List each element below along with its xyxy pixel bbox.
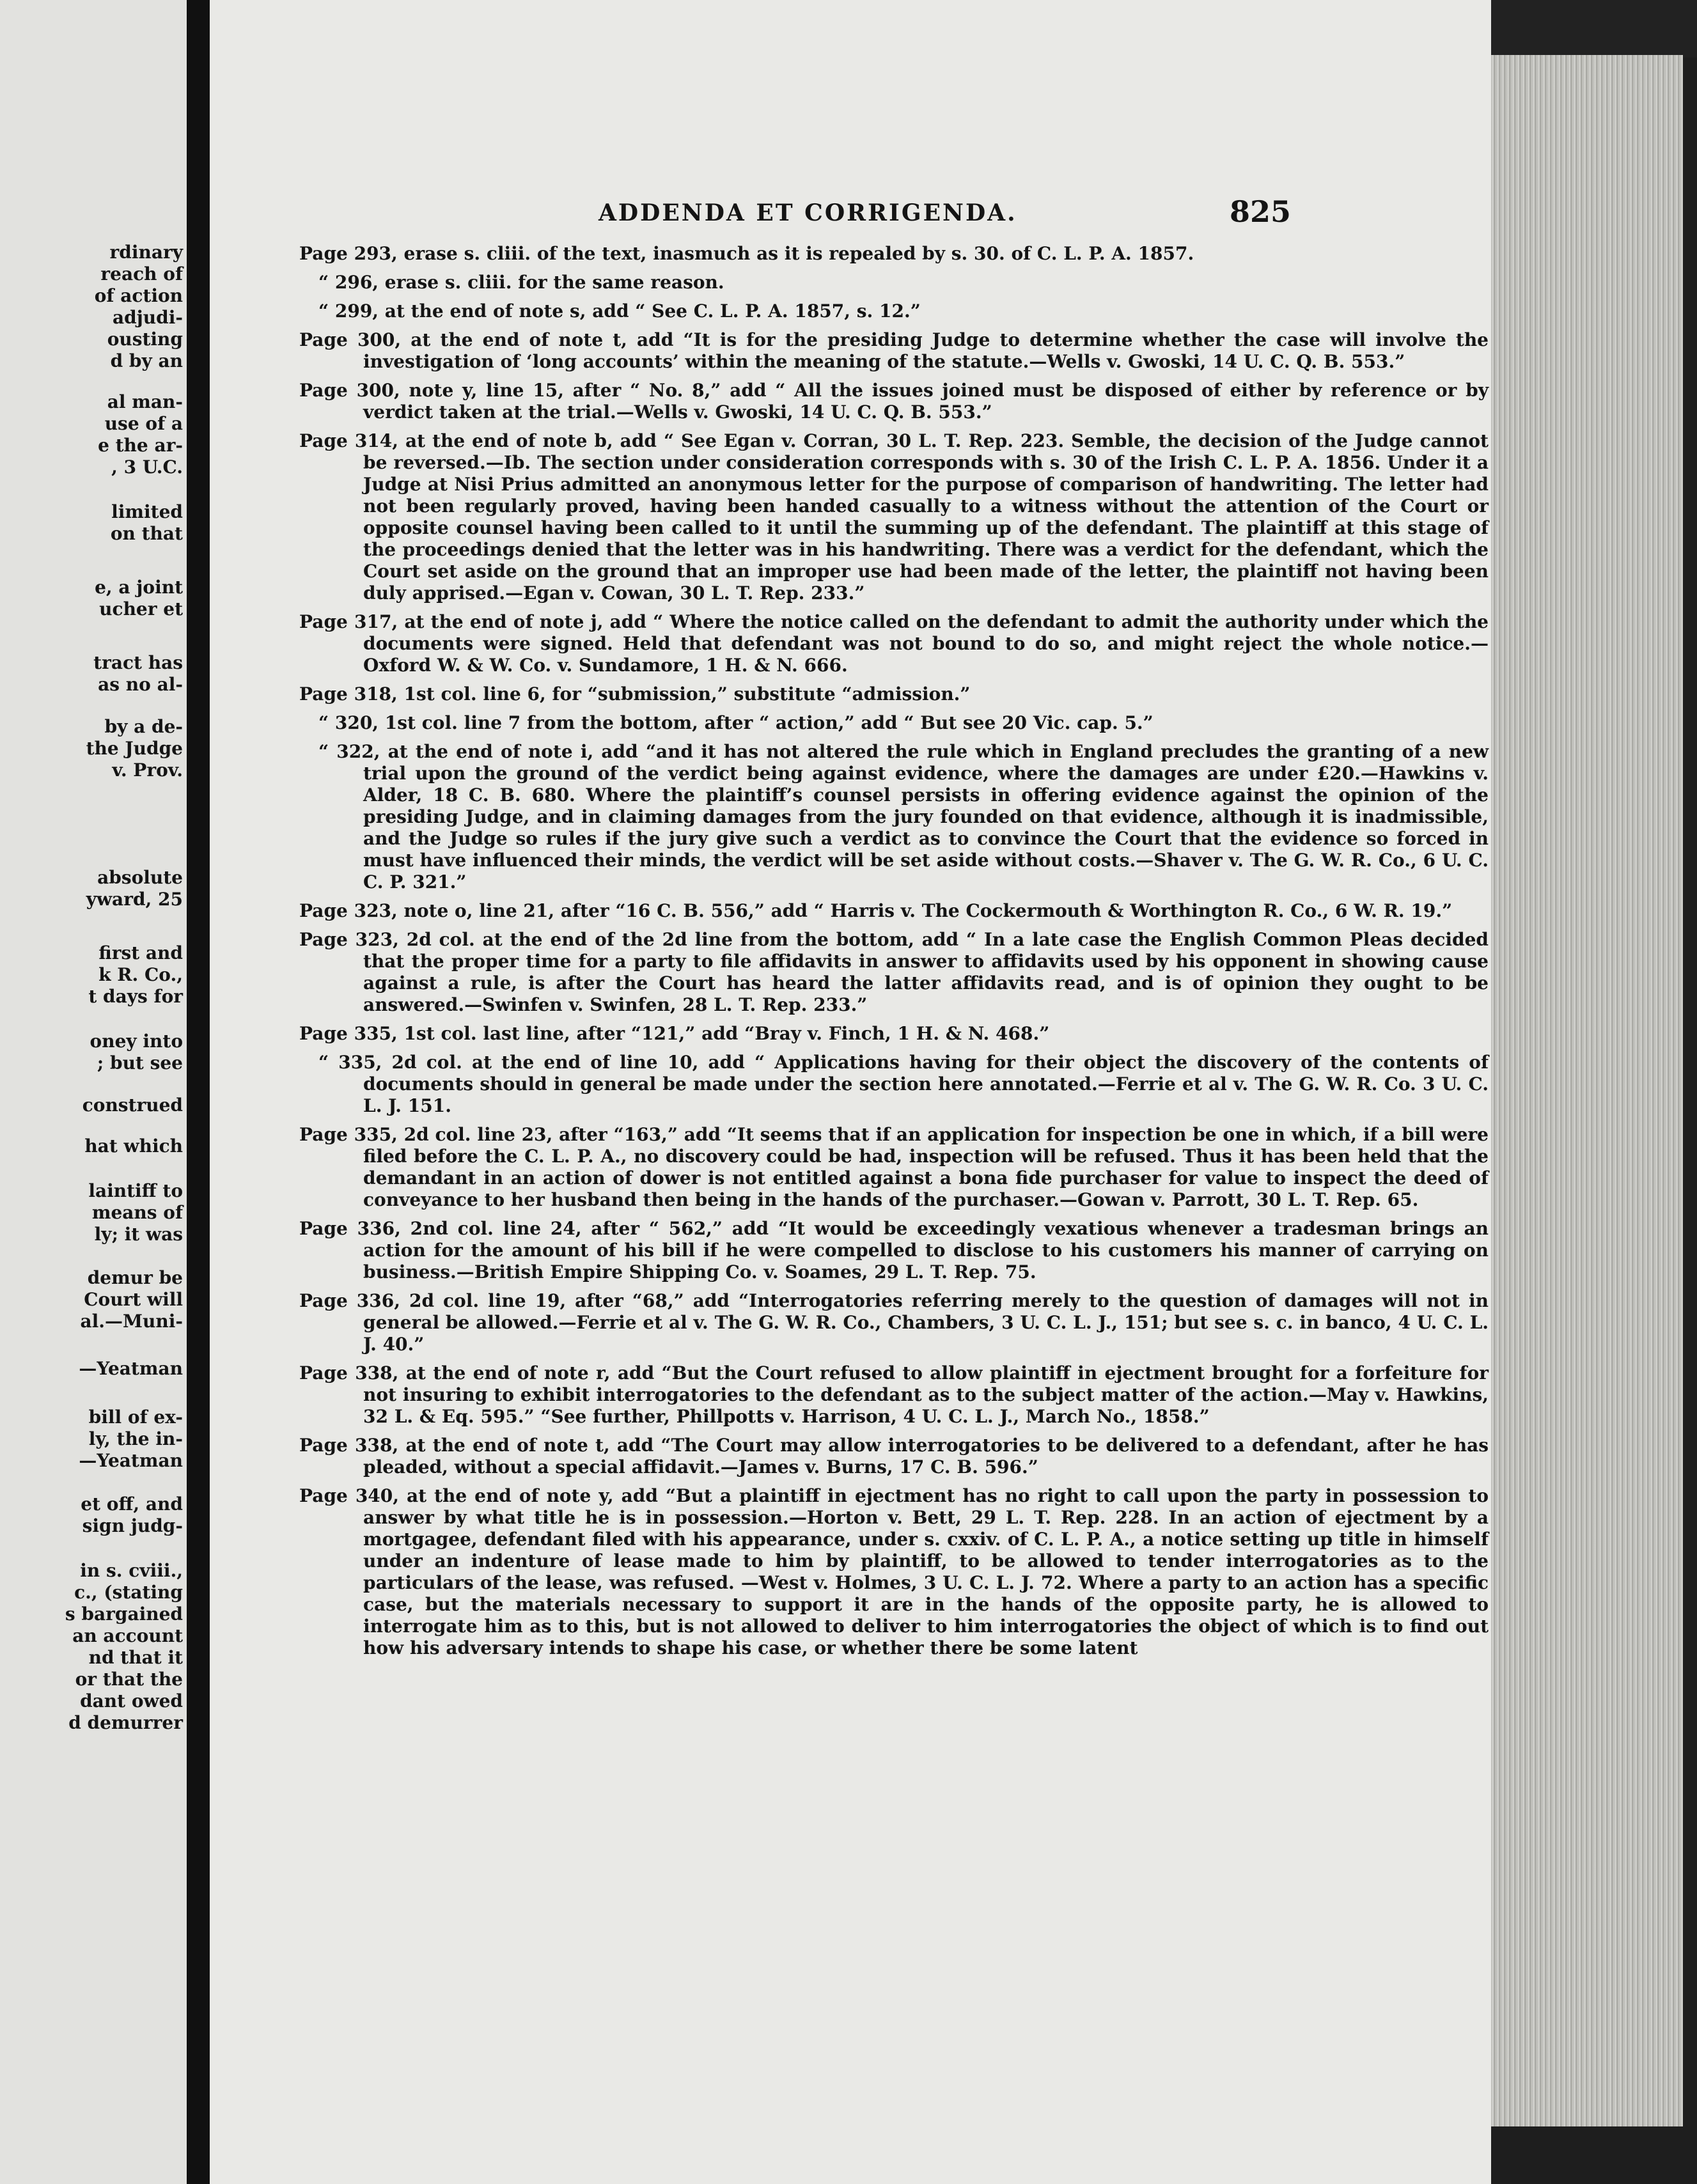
left-page-line: of action <box>94 285 183 306</box>
left-page-line: reach of <box>100 263 183 285</box>
left-page-line: as no al- <box>98 674 183 695</box>
main-page <box>210 0 1491 2184</box>
left-page-line: by a de- <box>104 716 183 737</box>
addenda-entry: Page 338, at the end of note r, add “But the Court refused to allow plaintiff in ejectment brought for a forfeiture for not insuring to exhibit interrogatories to the defendant as to the subject matter of the action.—May v. Hawkins, 32 L. & Eq. 595.” “See further, Phillpotts v. Harrison, 4 U. C. L. J., March No., 1858.” <box>299 1362 1489 1427</box>
addenda-entry: “ 322, at the end of note i, add “and it has not altered the rule which in England precludes the granting of a new trial upon the ground of the verdict being against evidence, where the damages are under £20.—Hawkins v. Alder, 18 C. B. 680. Where the plaintiff’s counsel persists in offering evidence against the opinion of the presiding Judge, and in claiming damages from the jury founded on that evidence, although it is inadmissible, and the Judge so rules if the jury give such a verdict as to convince the Court that the evidence so forced in must have influenced their minds, the verdict will be set aside without costs.—Shaver v. The G. W. R. Co., 6 U. C. C. P. 321.” <box>318 741 1489 893</box>
addenda-entry: Page 300, at the end of note t, add “It is for the presiding Judge to determine whether the case will involve the investigation of ‘long accounts’ within the meaning of the statute.—Wells v. Gwoski, 14 U. C. Q. B. 553.” <box>299 329 1489 372</box>
page-number: 825 <box>1230 194 1292 229</box>
left-page-line: v. Prov. <box>112 760 183 781</box>
addenda-entry: “ 296, erase s. cliii. for the same reason. <box>318 272 724 293</box>
left-page-line: t days for <box>88 986 183 1007</box>
addenda-entry: Page 335, 1st col. last line, after “121,” add “Bray v. Finch, 1 H. & N. 468.” <box>299 1023 1050 1044</box>
addenda-entries <box>299 243 1489 1666</box>
left-page-line: on that <box>110 523 183 544</box>
left-page-line: yward, 25 <box>86 889 183 910</box>
left-page-line: sign judg- <box>82 1515 183 1536</box>
addenda-entry: “ 299, at the end of note s, add “ See C. L. P. A. 1857, s. 12.” <box>318 300 921 322</box>
addenda-entry: Page 338, at the end of note t, add “The Court may allow interrogatories to be delivered to a defendant, after he has pleaded, without a special affidavit.—James v. Burns, 17 C. B. 596.” <box>299 1435 1489 1478</box>
addenda-entry: “ 320, 1st col. line 7 from the bottom, after “ action,” add “ But see 20 Vic. cap. 5.” <box>318 712 1153 733</box>
addenda-entry: Page 323, note o, line 21, after “16 C. B. 556,” add “ Harris v. The Cockermouth & Worthington R. Co., 6 W. R. 19.” <box>299 900 1453 921</box>
left-page-line: et off, and <box>81 1494 183 1515</box>
left-page-line: ly, the in- <box>88 1428 183 1449</box>
left-page-line: s bargained <box>65 1603 183 1625</box>
left-page-line: e the ar- <box>98 435 183 456</box>
left-page-line: dant owed <box>80 1690 183 1712</box>
addenda-entry: Page 335, 2d col. line 23, after “163,” add “It seems that if an application for inspection be one in which, if a bill were filed before the C. L. P. A., no discovery could be had, inspection will be refused. Thus it has been held that the demandant in an action of dower is not entitled against a bona fide purchaser for value to inspect the deed of conveyance to her husband then being in the hands of the purchaser.—Gowan v. Parrott, 30 L. T. Rep. 65. <box>299 1124 1489 1210</box>
left-page-line: an account <box>72 1625 183 1646</box>
left-page-line: , 3 U.C. <box>111 456 183 478</box>
left-page-line: al.—Muni- <box>80 1311 183 1332</box>
addenda-entry: Page 318, 1st col. line 6, for “submission,” substitute “admission.” <box>299 683 971 705</box>
left-page-line: al man- <box>107 391 183 412</box>
left-page-line: e, a joint <box>95 577 183 598</box>
left-page-line: hat which <box>84 1135 183 1157</box>
left-page-line: absolute <box>97 867 183 888</box>
left-page-line: limited <box>111 501 183 522</box>
addenda-entry: “ 335, 2d col. at the end of line 10, add “ Applications having for their object the discovery of the contents of documents should in general be made under the section here annotated.—Ferrie et al v. The G. W. R. Co. 3 U. C. L. J. 151. <box>318 1052 1489 1116</box>
left-page-line: d by an <box>110 350 183 371</box>
left-page-line: demur be <box>87 1267 183 1288</box>
left-page-line: ucher et <box>99 598 183 620</box>
left-page-line: ly; it was <box>94 1224 183 1245</box>
addenda-entry: Page 323, 2d col. at the end of the 2d line from the bottom, add “ In a late case the English Common Pleas decided that the proper time for a party to file affidavits in answer to affidavits used by his opponent in showing cause against a rule, is after the Court has heard the latter affidavits read, and is of opinion they ought to be answered.—Swinfen v. Swinfen, 28 L. T. Rep. 233.” <box>299 929 1489 1015</box>
left-page-line: —Yeatman <box>79 1358 183 1379</box>
left-page-line: in s. cviii., <box>80 1560 183 1581</box>
left-page-line: tract has <box>93 652 183 673</box>
book-page-edges <box>1491 55 1683 2126</box>
left-page-line: oney into <box>90 1031 183 1052</box>
left-page-line: adjudi- <box>112 307 183 328</box>
addenda-entry: Page 300, note y, line 15, after “ No. 8,” add “ All the issues joined must be disposed of either by reference or by verdict taken at the trial.—Wells v. Gwoski, 14 U. C. Q. B. 553.” <box>299 380 1489 423</box>
left-page-line: —Yeatman <box>79 1450 183 1471</box>
left-page-line: bill of ex- <box>88 1407 183 1428</box>
left-page-fragment <box>0 0 187 2184</box>
addenda-entry: Page 314, at the end of note b, add “ See Egan v. Corran, 30 L. T. Rep. 223. Semble, the decision of the Judge cannot be reversed.—Ib. The section under consideration corresponds with s. 30 of the Irish C. L. P. A. 1856. Under it a Judge at Nisi Prius admitted an anonymous letter for the purpose of comparison of handwriting. The letter had not been regularly proved, having been handed casually to a witness without the attention of the Court or opposite counsel having been called to it until the summing up of the defendant. The plaintiff at this stage of the proceedings denied that the letter was in his handwriting. There was a verdict for the defendant, which the Court set aside on the ground that an improper use had been made of the letter, the plaintiff not having been duly apprised.—Egan v. Cowan, 30 L. T. Rep. 233.” <box>299 430 1489 604</box>
addenda-entry: Page 336, 2nd col. line 24, after “ 562,” add “It would be exceedingly vexatious whenever a tradesman brings an action for the amount of his bill if he were compelled to disclose to his customers his manner of carrying on business.—British Empire Shipping Co. v. Soames, 29 L. T. Rep. 75. <box>299 1218 1489 1283</box>
left-page-line: first and <box>98 942 183 963</box>
left-page-line: the Judge <box>86 738 183 759</box>
addenda-entry: Page 340, at the end of note y, add “But a plaintiff in ejectment has no right to call upon the party in possession to answer by what title he is in possession.—Horton v. Bett, 29 L. T. Rep. 228. In an action of ejectment by a mortgagee, defendant filed with his appearance, under s. cxxiv. of C. L. P. A., a notice setting up title in himself under an indenture of lease made to him by plaintiff, to be allowed to tender interrogatories as to the particulars of the lease, was refused. —West v. Holmes, 3 U. C. L. J. 72. Where a party to an action has a specific case, but the materials necessary to support it are in the hands of the opposite party, he is allowed to interrogate him as to this, but is not allowed to deliver to him interrogatories the object of which is to find out how his adversary intends to shape his case, or whether there be some latent <box>299 1485 1489 1658</box>
background <box>1491 0 1697 58</box>
left-page-line: c., (stating <box>74 1582 183 1603</box>
left-page-line: ousting <box>107 329 183 350</box>
addenda-entry: Page 336, 2d col. line 19, after “68,” add “Interrogatories referring merely to the question of damages will not in general be allowed.—Ferrie et al v. The G. W. R. Co., Chambers, 3 U. C. L. J., 151; but see s. c. in banco, 4 U. C. L. J. 40.” <box>299 1290 1489 1355</box>
left-page-line: d demurrer <box>68 1712 183 1733</box>
addenda-entry: Page 317, at the end of note j, add “ Where the notice called on the defendant to admit the authority under which the documents were signed. Held that defendant was not bound to do so, and might reject the whole notice.—Oxford W. & W. Co. v. Sundamore, 1 H. & N. 666. <box>299 611 1489 676</box>
left-page-line: rdinary <box>109 242 183 263</box>
running-title: ADDENDA ET CORRIGENDA. <box>598 199 1017 226</box>
addenda-entry: Page 293, erase s. cliii. of the text, inasmuch as it is repealed by s. 30. of C. L. P. A. 1857. <box>299 243 1194 264</box>
left-page-line: k R. Co., <box>98 964 183 985</box>
left-page-line: means of <box>91 1202 183 1223</box>
left-page-line: construed <box>82 1095 183 1116</box>
page-header <box>210 194 1491 238</box>
left-page-line: laintiff to <box>88 1180 183 1201</box>
left-page-line: Court will <box>84 1289 183 1310</box>
left-page-line: use of a <box>104 413 183 434</box>
book-gutter <box>187 0 210 2184</box>
left-page-line: ; but see <box>97 1052 183 1073</box>
left-page-line: or that the <box>75 1669 183 1690</box>
left-page-line: nd that it <box>88 1647 183 1668</box>
